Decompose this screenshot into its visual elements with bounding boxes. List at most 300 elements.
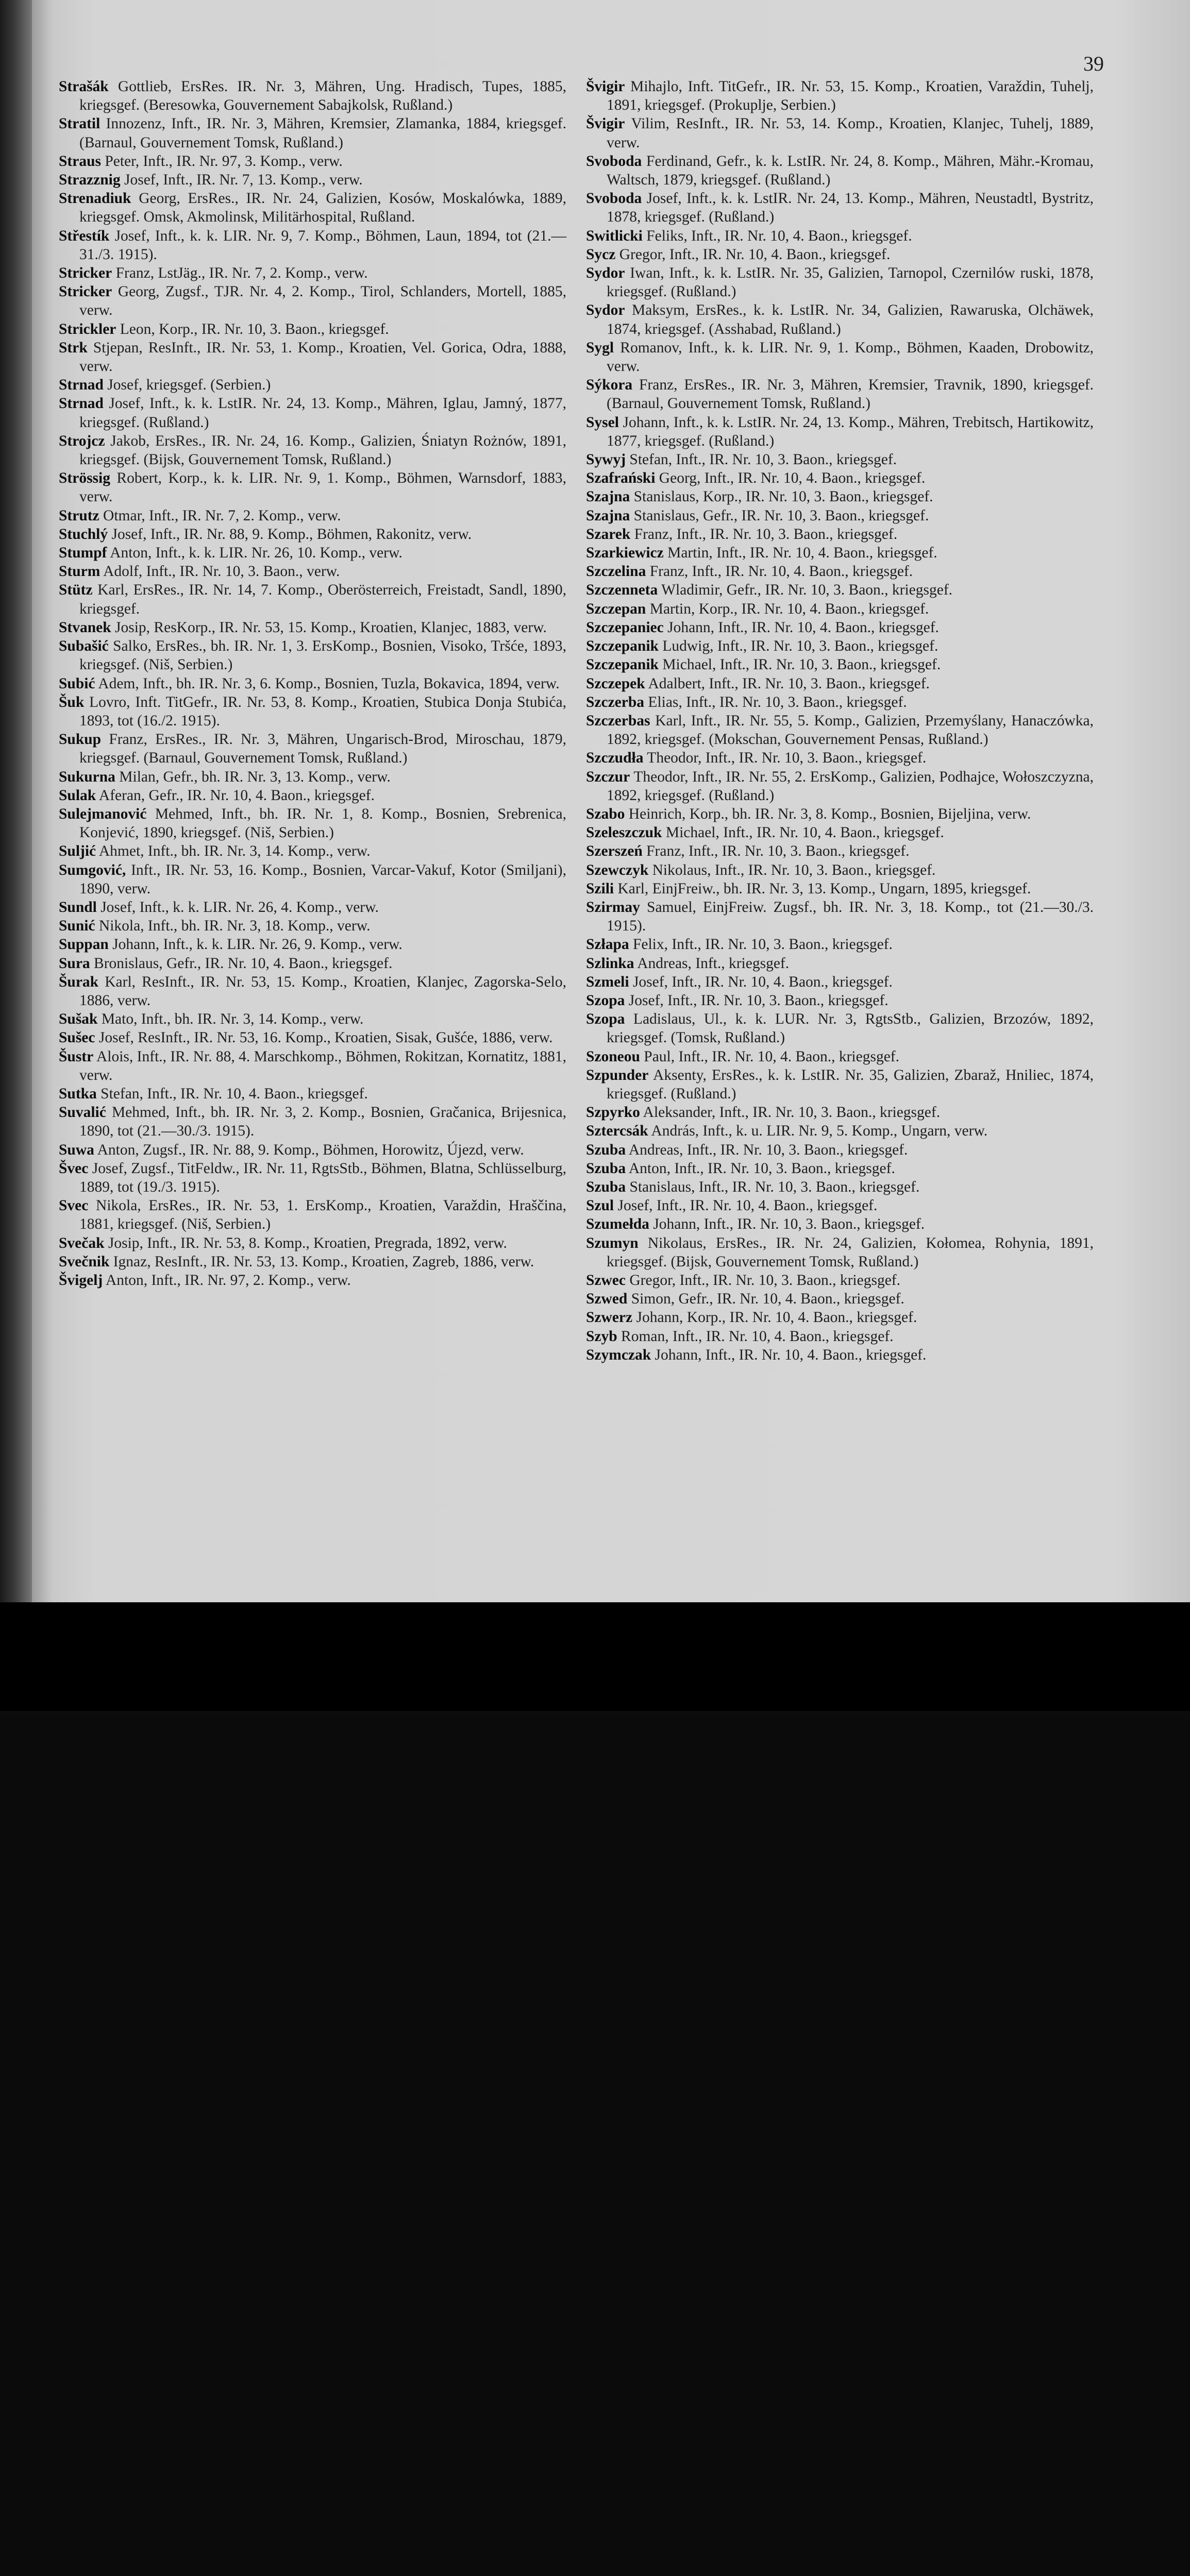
entry-surname: Szarkiewicz bbox=[586, 545, 664, 562]
register-entry bbox=[586, 1122, 1094, 1140]
entry-surname: Szpyrko bbox=[586, 1104, 640, 1121]
entry-surname: Střestík bbox=[59, 227, 110, 244]
entry-details: Josef, Inft., IR. Nr. 7, 13. Komp., verw. bbox=[124, 172, 363, 189]
register-entry bbox=[586, 861, 1094, 879]
entry-surname: Straus bbox=[59, 152, 101, 170]
entry-details: Johann, Inft., IR. Nr. 10, 3. Baon., kriegsgef. bbox=[653, 1216, 925, 1233]
entry-details: Mato, Inft., bh. IR. Nr. 3, 14. Komp., verw. bbox=[101, 1011, 364, 1028]
entry-details: Johann, Inft., IR. Nr. 10, 4. Baon., kriegsgef. bbox=[655, 1346, 927, 1363]
entry-details: Johann, Inft., IR. Nr. 10, 4. Baon., kriegsgef. bbox=[667, 619, 939, 636]
register-entry bbox=[59, 394, 566, 431]
entry-details: Ignaz, ResInft., IR. Nr. 53, 13. Komp., Kroatien, Zagreb, 1886, verw. bbox=[113, 1253, 534, 1270]
viewer-footer bbox=[0, 1602, 1190, 1711]
entry-details: Ludwig, Inft., IR. Nr. 10, 3. Baon., kriegsgef. bbox=[662, 638, 938, 655]
register-entry bbox=[59, 264, 566, 282]
entry-details: Roman, Inft., IR. Nr. 10, 4. Baon., kriegsgef. bbox=[621, 1328, 894, 1345]
entry-details: Franz, ErsRes., IR. Nr. 3, Mähren, Kremsier, Travnik, 1890, kriegsgef. (Barnaul, Gouvernement Tomsk, Rußland.) bbox=[607, 377, 1094, 412]
entry-surname: Szczepanik bbox=[586, 638, 659, 655]
entry-surname: Švec bbox=[59, 1160, 89, 1177]
entry-surname: Stratil bbox=[59, 115, 100, 132]
entry-details: Franz, ErsRes., IR. Nr. 3, Mähren, Ungarisch-Brod, Miroschau, 1879, kriegsgef. (Barnaul, Gouvernement Tomsk, Rußland.) bbox=[79, 731, 567, 767]
register-entry bbox=[586, 1327, 1094, 1346]
entry-surname: Stvanek bbox=[59, 619, 111, 636]
entry-details: Mehmed, Inft., bh. IR. Nr. 1, 8. Komp., Bosnien, Srebrenica, Konjević, 1890, kriegsgef. (Niš, Serbien.) bbox=[79, 805, 567, 841]
register-entry bbox=[586, 655, 1094, 674]
register-entry bbox=[586, 525, 1094, 544]
entry-surname: Szabo bbox=[586, 805, 625, 822]
entry-surname: Szajna bbox=[586, 507, 630, 524]
register-entry bbox=[59, 152, 566, 171]
entry-surname: Switlicki bbox=[586, 227, 643, 244]
entry-surname: Sydor bbox=[586, 302, 625, 319]
entry-surname: Szmeli bbox=[586, 973, 629, 990]
entry-surname: Švigelj bbox=[59, 1272, 103, 1289]
entry-details: Michael, Inft., IR. Nr. 10, 4. Baon., kriegsgef. bbox=[665, 824, 944, 841]
entry-details: Stefan, Inft., IR. Nr. 10, 3. Baon., kriegsgef. bbox=[629, 451, 897, 468]
entry-surname: Stuchlý bbox=[59, 526, 108, 543]
entry-surname: Svečnik bbox=[59, 1253, 110, 1270]
entry-details: Franz, LstJäg., IR. Nr. 7, 2. Komp., verw. bbox=[115, 265, 368, 282]
entry-details: Stanislaus, Gefr., IR. Nr. 10, 3. Baon., kriegsgef. bbox=[633, 507, 929, 524]
entry-details: Josef, Inft., IR. Nr. 10, 4. Baon., kriegsgef. bbox=[632, 973, 893, 990]
entry-details: András, Inft., k. u. LIR. Nr. 9, 5. Komp., Ungarn, verw. bbox=[651, 1123, 988, 1140]
register-entry bbox=[586, 376, 1094, 413]
entry-surname: Szwec bbox=[586, 1272, 626, 1289]
entry-details: Franz, Inft., IR. Nr. 10, 4. Baon., kriegsgef. bbox=[649, 563, 913, 580]
entry-details: Alois, Inft., IR. Nr. 88, 4. Marschkomp., Böhmen, Rokitzan, Kornatitz, 1881, verw. bbox=[79, 1048, 567, 1083]
register-entry bbox=[586, 1066, 1094, 1103]
register-entry bbox=[586, 1103, 1094, 1122]
entry-surname: Szczudła bbox=[586, 750, 644, 767]
register-entry bbox=[586, 1178, 1094, 1196]
page-number: 39 bbox=[1083, 52, 1104, 75]
register-entry bbox=[59, 935, 566, 954]
entry-surname: Szajna bbox=[586, 488, 630, 505]
entry-details: Josef, Inft., IR. Nr. 10, 4. Baon., kriegsgef. bbox=[617, 1197, 878, 1214]
register-entry bbox=[586, 1234, 1094, 1271]
entry-details: Milan, Gefr., bh. IR. Nr. 3, 13. Komp., verw. bbox=[119, 768, 391, 785]
entry-details: Feliks, Inft., IR. Nr. 10, 4. Baon., kriegsgef. bbox=[646, 227, 912, 244]
register-entry bbox=[59, 1103, 566, 1140]
entry-surname: Szafrański bbox=[586, 470, 656, 487]
entry-surname: Sura bbox=[59, 955, 90, 972]
entry-details: Anton, Inft., IR. Nr. 10, 3. Baon., kriegsgef. bbox=[628, 1160, 895, 1177]
register-entry bbox=[59, 1141, 566, 1159]
entry-surname: Švigir bbox=[586, 115, 625, 132]
register-entry bbox=[59, 189, 566, 226]
register-entry bbox=[59, 114, 566, 151]
entry-surname: Strnad bbox=[59, 395, 104, 412]
register-entry bbox=[586, 991, 1094, 1010]
entry-details: Stanislaus, Korp., IR. Nr. 10, 3. Baon., kriegsgef. bbox=[633, 488, 933, 505]
register-entry bbox=[59, 693, 566, 730]
register-entry bbox=[59, 861, 566, 898]
document-page bbox=[32, 0, 1190, 1602]
register-entry bbox=[586, 842, 1094, 860]
entry-details: Josef, Inft., IR. Nr. 10, 3. Baon., kriegsgef. bbox=[628, 992, 889, 1009]
entry-details: Ferdinand, Gefr., k. k. LstIR. Nr. 24, 8. Komp., Mähren, Mähr.-Kromau, Waltsch, 1879, kriegsgef. (Rußland.) bbox=[607, 152, 1094, 189]
entry-surname: Sunić bbox=[59, 918, 95, 935]
entry-details: Robert, Korp., k. k. LIR. Nr. 9, 1. Komp., Böhmen, Warnsdorf, 1883, verw. bbox=[79, 470, 566, 505]
register-entry bbox=[586, 1196, 1094, 1215]
entry-details: Peter, Inft., IR. Nr. 97, 3. Komp., verw. bbox=[105, 152, 343, 170]
register-entry bbox=[586, 898, 1094, 935]
entry-details: Theodor, Inft., IR. Nr. 55, 2. ErsKomp., Galizien, Podhajce, Wołoszczyzna, 1892, kriegsgef. (Rußland.) bbox=[607, 768, 1094, 804]
entry-surname: Sýkora bbox=[586, 377, 633, 394]
entry-details: Ahmet, Inft., bh. IR. Nr. 3, 14. Komp., verw. bbox=[98, 843, 371, 860]
entry-surname: Sycz bbox=[586, 246, 616, 263]
register-entry bbox=[59, 917, 566, 935]
entry-details: Nikola, ErsRes., IR. Nr. 53, 1. ErsKomp., Kroatien, Varaždin, Hraščina, 1881, kriegsgef. (Niš, Serbien.) bbox=[79, 1197, 567, 1233]
entry-details: Karl, ErsRes., IR. Nr. 14, 7. Komp., Oberösterreich, Freistadt, Sandl, 1890, kriegsgef. bbox=[79, 582, 566, 617]
register-entry bbox=[586, 1010, 1094, 1047]
entry-details: Maksym, ErsRes., k. k. LstIR. Nr. 34, Galizien, Rawaruska, Olchäwek, 1874, kriegsgef. (Asshabad, Rußland.) bbox=[607, 302, 1094, 337]
entry-surname: Sulejmanović bbox=[59, 805, 147, 822]
entry-surname: Sutka bbox=[59, 1085, 97, 1102]
entry-surname: Stricker bbox=[59, 283, 112, 300]
register-entry bbox=[59, 320, 566, 338]
entry-surname: Stricker bbox=[59, 265, 112, 282]
entry-surname: Szymczak bbox=[586, 1346, 651, 1363]
entry-details: Martin, Korp., IR. Nr. 10, 4. Baon., kriegsgef. bbox=[649, 600, 929, 617]
entry-surname: Svec bbox=[59, 1197, 89, 1214]
entry-surname: Szuba bbox=[586, 1160, 626, 1177]
register-entry bbox=[59, 227, 566, 264]
register-entry bbox=[59, 1252, 566, 1271]
entry-details: Anton, Inft., IR. Nr. 97, 2. Komp., verw. bbox=[105, 1272, 351, 1289]
entry-surname: Sturm bbox=[59, 563, 100, 580]
register-entry bbox=[59, 1271, 566, 1290]
register-entry bbox=[59, 525, 566, 544]
register-entry bbox=[586, 879, 1094, 898]
entry-surname: Sulak bbox=[59, 787, 96, 804]
register-entry bbox=[59, 898, 566, 917]
register-entry bbox=[59, 562, 566, 581]
register-entry bbox=[59, 768, 566, 786]
register-entry bbox=[586, 264, 1094, 301]
entry-surname: Szumełda bbox=[586, 1216, 649, 1233]
entry-surname: Szwerz bbox=[586, 1309, 633, 1326]
entry-details: Josef, Inft., IR. Nr. 88, 9. Komp., Böhmen, Rakonitz, verw. bbox=[111, 526, 472, 543]
entry-surname: Sundl bbox=[59, 899, 97, 916]
register-entry bbox=[59, 171, 566, 189]
entry-details: Bronislaus, Gefr., IR. Nr. 10, 4. Baon., kriegsgef. bbox=[94, 955, 393, 972]
entry-surname: Szirmay bbox=[586, 899, 640, 916]
register-entry bbox=[59, 786, 566, 805]
entry-details: Inft., IR. Nr. 53, 16. Komp., Bosnien, Varcar-Vakuf, Kotor (Smiljani), 1890, verw. bbox=[79, 861, 566, 897]
entry-surname: Strašák bbox=[59, 78, 109, 95]
register-entry bbox=[59, 77, 566, 114]
register-entry bbox=[59, 506, 566, 525]
entry-surname: Szyb bbox=[586, 1328, 617, 1345]
register-entry bbox=[586, 693, 1094, 711]
entry-details: Georg, ErsRes., IR. Nr. 24, Galizien, Kosów, Moskalówka, 1889, kriegsgef. Omsk, Akmolinsk, Militärhospital, Rußland. bbox=[79, 190, 566, 226]
entry-details: Johann, Korp., IR. Nr. 10, 4. Baon., kriegsgef. bbox=[636, 1309, 917, 1326]
entry-details: Stjepan, ResInft., IR. Nr. 53, 1. Komp., Kroatien, Vel. Gorica, Odra, 1888, verw. bbox=[79, 339, 566, 375]
entry-surname: Sušec bbox=[59, 1029, 95, 1046]
entry-details: Mehmed, Inft., bh. IR. Nr. 3, 2. Komp., Bosnien, Gračanica, Brijesnica, 1890, tot (21.—30./3. 1915). bbox=[79, 1104, 567, 1140]
entry-surname: Šuk bbox=[59, 693, 85, 710]
entry-details: Romanov, Inft., k. k. LIR. Nr. 9, 1. Komp., Böhmen, Kaaden, Drobowitz, verw. bbox=[607, 339, 1094, 375]
register-entry bbox=[59, 581, 566, 618]
entry-details: Nikolaus, ErsRes., IR. Nr. 24, Galizien, Kołomea, Rohynia, 1891, kriegsgef. (Bijsk, Gouvernement Tomsk, Rußland.) bbox=[607, 1234, 1094, 1270]
entry-surname: Szoneou bbox=[586, 1048, 640, 1065]
entry-details: Ladislaus, Ul., k. k. LUR. Nr. 3, RgtsStb., Galizien, Brzozów, 1892, kriegsgef. (Tomsk, Rußland.) bbox=[607, 1011, 1094, 1046]
entry-surname: Szerszeń bbox=[586, 843, 643, 860]
entry-details: Aleksander, Inft., IR. Nr. 10, 3. Baon., kriegsgef. bbox=[643, 1104, 941, 1121]
entry-surname: Szuba bbox=[586, 1178, 626, 1195]
entry-surname: Strickler bbox=[59, 320, 116, 337]
entry-details: Martin, Inft., IR. Nr. 10, 4. Baon., kriegsgef. bbox=[667, 545, 937, 562]
entry-surname: Sukup bbox=[59, 731, 102, 748]
entry-surname: Suppan bbox=[59, 936, 109, 953]
register-entry bbox=[59, 544, 566, 562]
entry-details: Georg, Zugsf., TJR. Nr. 4, 2. Komp., Tirol, Schlanders, Mortell, 1885, verw. bbox=[79, 283, 566, 319]
entry-details: Innozenz, Inft., IR. Nr. 3, Mähren, Kremsier, Zlamanka, 1884, kriegsgef. (Barnaul, Gouvernement Tomsk, Rußland.) bbox=[79, 115, 566, 151]
register-entry bbox=[586, 1308, 1094, 1327]
register-entry bbox=[59, 1196, 566, 1233]
register-entry bbox=[59, 973, 566, 1010]
register-entry bbox=[586, 768, 1094, 805]
entry-details: Andreas, Inft., IR. Nr. 10, 3. Baon., kriegsgef. bbox=[628, 1141, 908, 1158]
entry-details: Vilim, ResInft., IR. Nr. 53, 14. Komp., Kroatien, Klanjec, Tuhelj, 1889, verw. bbox=[607, 115, 1094, 151]
entry-surname: Sztercsák bbox=[586, 1123, 648, 1140]
entry-surname: Sygl bbox=[586, 339, 614, 356]
entry-surname: Szuba bbox=[586, 1141, 626, 1158]
entry-surname: Subašić bbox=[59, 638, 109, 655]
entry-surname: Suvalić bbox=[59, 1104, 106, 1121]
entry-surname: Sywyj bbox=[586, 451, 626, 468]
entry-details: Karl, Inft., IR. Nr. 55, 5. Komp., Galizien, Przemyślany, Hanaczówka, 1892, kriegsgef. (Mokschan, Gouvernement Pensas, Rußland.) bbox=[607, 712, 1094, 748]
entry-surname: Szumyn bbox=[586, 1234, 639, 1251]
register-entry bbox=[586, 823, 1094, 842]
register-entry bbox=[586, 152, 1094, 189]
register-entry bbox=[586, 1271, 1094, 1290]
entry-details: Elias, Inft., IR. Nr. 10, 3. Baon., kriegsgef. bbox=[648, 693, 907, 710]
register-entry bbox=[586, 1215, 1094, 1233]
register-entry bbox=[586, 450, 1094, 469]
entry-details: Josef, Inft., k. k. LIR. Nr. 9, 7. Komp., Böhmen, Laun, 1894, tot (21.—31./3. 1915). bbox=[79, 227, 566, 263]
left-column bbox=[59, 77, 566, 1290]
register-entry bbox=[59, 1047, 566, 1084]
entry-details: Stanislaus, Inft., IR. Nr. 10, 3. Baon., kriegsgef. bbox=[629, 1178, 920, 1195]
entry-details: Jakob, ErsRes., IR. Nr. 24, 16. Komp., Galizien, Śniatyn Rożnów, 1891, kriegsgef. (Bijsk, Gouvernement Tomsk, Rußland.) bbox=[79, 432, 567, 468]
entry-surname: Strenadiuk bbox=[59, 190, 131, 207]
register-entry bbox=[586, 711, 1094, 749]
register-entry bbox=[586, 618, 1094, 637]
register-entry bbox=[586, 1346, 1094, 1364]
entry-details: Adalbert, Inft., IR. Nr. 10, 3. Baon., kriegsgef. bbox=[648, 675, 930, 692]
entry-details: Otmar, Inft., IR. Nr. 7, 2. Komp., verw. bbox=[103, 507, 341, 524]
register-entry bbox=[59, 637, 566, 674]
entry-details: Gottlieb, ErsRes. IR. Nr. 3, Mähren, Ung. Hradisch, Tupes, 1885, kriegsgef. (Beresowka, Gouvernement Sabajkolsk, Rußland.) bbox=[79, 78, 566, 114]
entry-details: Josip, Inft., IR. Nr. 53, 8. Komp., Kroatien, Pregrada, 1892, verw. bbox=[108, 1234, 507, 1251]
entry-details: Wladimir, Gefr., IR. Nr. 10, 3. Baon., kriegsgef. bbox=[661, 582, 953, 599]
entry-surname: Švigir bbox=[586, 78, 625, 95]
register-entry bbox=[59, 1010, 566, 1028]
entry-details: Anton, Inft., k. k. LIR. Nr. 26, 10. Komp., verw. bbox=[110, 545, 403, 562]
entry-details: Josef, Inft., k. k. LstIR. Nr. 24, 13. Komp., Mähren, Neustadtl, Bystritz, 1878, kriegsgef. (Rußland.) bbox=[607, 190, 1094, 226]
entry-surname: Szlinka bbox=[586, 955, 634, 972]
entry-details: Theodor, Inft., IR. Nr. 10, 3. Baon., kriegsgef. bbox=[647, 750, 927, 767]
register-entry bbox=[586, 637, 1094, 655]
entry-surname: Suljić bbox=[59, 843, 96, 860]
entry-surname: Strk bbox=[59, 339, 88, 356]
entry-surname: Szwed bbox=[586, 1291, 628, 1308]
entry-surname: Szul bbox=[586, 1197, 614, 1214]
entry-details: Josip, ResKorp., IR. Nr. 53, 15. Komp., Kroatien, Klanjec, 1883, verw. bbox=[115, 619, 547, 636]
book-binding-edge bbox=[0, 0, 36, 1602]
entry-surname: Šustr bbox=[59, 1048, 94, 1065]
entry-surname: Szarek bbox=[586, 526, 631, 543]
register-entry bbox=[586, 600, 1094, 618]
register-entry bbox=[586, 338, 1094, 376]
entry-surname: Sydor bbox=[586, 265, 625, 282]
entry-surname: Szłapa bbox=[586, 936, 629, 953]
entry-details: Heinrich, Korp., bh. IR. Nr. 3, 8. Komp., Bosnien, Bijeljina, verw. bbox=[628, 805, 1031, 822]
entry-surname: Szewczyk bbox=[586, 861, 649, 878]
register-entry bbox=[59, 469, 566, 506]
register-entry bbox=[586, 973, 1094, 991]
entry-surname: Szczepanik bbox=[586, 656, 659, 673]
entry-details: Karl, ResInft., IR. Nr. 53, 15. Komp., Kroatien, Klanjec, Zagorska-Selo, 1886, verw. bbox=[79, 973, 567, 1009]
entry-details: Salko, ErsRes., bh. IR. Nr. 1, 3. ErsKomp., Bosnien, Visoko, Tršće, 1893, kriegsgef. (Niš, Serbien.) bbox=[79, 638, 567, 673]
entry-surname: Svoboda bbox=[586, 152, 642, 170]
entry-surname: Šurak bbox=[59, 973, 99, 990]
entry-details: Aksenty, ErsRes., k. k. LstIR. Nr. 35, Galizien, Zbaraž, Hniliec, 1874, kriegsgef. (Rußland.) bbox=[607, 1066, 1094, 1102]
entry-details: Josef, Zugsf., TitFeldw., IR. Nr. 11, RgtsStb., Böhmen, Blatna, Schlüsselburg, 1889, tot (19./3. 1915). bbox=[79, 1160, 566, 1195]
register-entry bbox=[586, 301, 1094, 338]
entry-details: Lovro, Inft. TitGefr., IR. Nr. 53, 8. Komp., Kroatien, Stubica Donja Stubića, 1893, tot (16./2. 1915). bbox=[79, 693, 567, 729]
register-entry bbox=[586, 954, 1094, 973]
entry-details: Andreas, Inft., kriegsgef. bbox=[637, 955, 790, 972]
entry-details: Gregor, Inft., IR. Nr. 10, 4. Baon., kriegsgef. bbox=[619, 246, 891, 263]
entry-details: Georg, Inft., IR. Nr. 10, 4. Baon., kriegsgef. bbox=[659, 470, 926, 487]
entry-details: Leon, Korp., IR. Nr. 10, 3. Baon., kriegsgef. bbox=[120, 320, 389, 337]
entry-details: Anton, Zugsf., IR. Nr. 88, 9. Komp., Böhmen, Horowitz, Újezd, verw. bbox=[97, 1141, 524, 1158]
register-entry bbox=[59, 954, 566, 973]
register-entry bbox=[59, 1159, 566, 1196]
register-entry bbox=[586, 805, 1094, 823]
entry-details: Josef, Inft., k. k. LIR. Nr. 26, 4. Komp., verw. bbox=[100, 899, 379, 916]
entry-surname: Szczenneta bbox=[586, 582, 658, 599]
entry-details: Johann, Inft., k. k. LstIR. Nr. 24, 13. Komp., Mähren, Trebitsch, Hartikowitz, 1877, kriegsgef. (Rußland.) bbox=[607, 414, 1094, 449]
register-entry bbox=[586, 1141, 1094, 1159]
register-entry bbox=[586, 506, 1094, 525]
register-entry bbox=[586, 1047, 1094, 1066]
register-entry bbox=[586, 487, 1094, 506]
entry-surname: Szczelina bbox=[586, 563, 646, 580]
register-entry bbox=[59, 674, 566, 693]
register-entry bbox=[59, 842, 566, 860]
entry-details: Josef, Inft., k. k. LstIR. Nr. 24, 13. Komp., Mähren, Iglau, Jamný, 1877, kriegsgef. (Rußland.) bbox=[79, 395, 567, 431]
entry-surname: Szopa bbox=[586, 1011, 625, 1028]
entry-surname: Szczerbas bbox=[586, 712, 650, 729]
register-entry bbox=[586, 114, 1094, 151]
entry-details: Josef, ResInft., IR. Nr. 53, 16. Komp., Kroatien, Sisak, Gušće, 1886, verw. bbox=[98, 1029, 553, 1046]
register-entry bbox=[59, 730, 566, 767]
register-entry bbox=[586, 581, 1094, 599]
register-entry bbox=[586, 77, 1094, 114]
register-entry bbox=[586, 245, 1094, 264]
entry-details: Nikola, Inft., bh. IR. Nr. 3, 18. Komp., verw. bbox=[98, 918, 371, 935]
entry-surname: Sysel bbox=[586, 414, 619, 431]
entry-surname: Szczepek bbox=[586, 675, 645, 692]
entry-surname: Stumpf bbox=[59, 545, 107, 562]
entry-surname: Svoboda bbox=[586, 190, 642, 207]
register-entry bbox=[59, 376, 566, 394]
entry-surname: Szili bbox=[586, 880, 614, 897]
entry-surname: Strazznig bbox=[59, 172, 121, 189]
register-entry bbox=[59, 805, 566, 842]
entry-surname: Szczepan bbox=[586, 600, 646, 617]
entry-surname: Strutz bbox=[59, 507, 99, 524]
entry-surname: Stütz bbox=[59, 582, 93, 599]
entry-details: Samuel, EinjFreiw. Zugsf., bh. IR. Nr. 3, 18. Komp., tot (21.—30./3. 1915). bbox=[607, 899, 1094, 935]
entry-details: Karl, EinjFreiw., bh. IR. Nr. 3, 13. Komp., Ungarn, 1895, kriegsgef. bbox=[617, 880, 1031, 897]
register-entry bbox=[586, 749, 1094, 767]
entry-surname: Sumgović, bbox=[59, 861, 126, 878]
entry-details: Nikolaus, Inft., IR. Nr. 10, 3. Baon., kriegsgef. bbox=[652, 861, 936, 878]
entry-surname: Szeleszczuk bbox=[586, 824, 662, 841]
register-entry bbox=[59, 432, 566, 469]
entry-details: Paul, Inft., IR. Nr. 10, 4. Baon., kriegsgef. bbox=[644, 1048, 899, 1065]
entry-surname: Svečak bbox=[59, 1234, 105, 1251]
entry-details: Aferan, Gefr., IR. Nr. 10, 4. Baon., kriegsgef. bbox=[98, 787, 375, 804]
register-entry bbox=[586, 935, 1094, 954]
register-entry bbox=[59, 1234, 566, 1252]
register-entry bbox=[586, 544, 1094, 562]
register-entry bbox=[59, 282, 566, 319]
register-entry bbox=[586, 469, 1094, 487]
entry-details: Stefan, Inft., IR. Nr. 10, 4. Baon., kriegsgef. bbox=[100, 1085, 368, 1102]
entry-surname: Sušak bbox=[59, 1011, 98, 1028]
entry-surname: Szpunder bbox=[586, 1066, 649, 1083]
entry-details: Mihajlo, Inft. TitGefr., IR. Nr. 53, 15. Komp., Kroatien, Varaždin, Tuhelj, 1891, kriegsgef. (Prokuplje, Serbien.) bbox=[607, 78, 1094, 114]
entry-details: Josef, kriegsgef. (Serbien.) bbox=[107, 377, 271, 394]
register-entry bbox=[59, 1084, 566, 1103]
register-entry bbox=[59, 1028, 566, 1047]
entry-surname: Subić bbox=[59, 675, 95, 692]
register-entry bbox=[59, 618, 566, 637]
register-entry bbox=[59, 338, 566, 376]
right-column bbox=[586, 77, 1094, 1364]
entry-details: Gregor, Inft., IR. Nr. 10, 3. Baon., kriegsgef. bbox=[629, 1272, 900, 1289]
entry-surname: Szopa bbox=[586, 992, 625, 1009]
entry-details: Iwan, Inft., k. k. LstIR. Nr. 35, Galizien, Tarnopol, Czernilów ruski, 1878, kriegsgef. (Rußland.) bbox=[607, 265, 1094, 300]
entry-surname: Szczepaniec bbox=[586, 619, 664, 636]
register-entry bbox=[586, 674, 1094, 693]
entry-surname: Strnad bbox=[59, 377, 104, 394]
register-entry bbox=[586, 562, 1094, 581]
entry-surname: Strojcz bbox=[59, 432, 105, 449]
entry-surname: Szczur bbox=[586, 768, 630, 785]
entry-details: Johann, Inft., k. k. LIR. Nr. 26, 9. Komp., verw. bbox=[112, 936, 403, 953]
entry-surname: Szczerba bbox=[586, 693, 645, 710]
entry-details: Felix, Inft., IR. Nr. 10, 3. Baon., kriegsgef. bbox=[632, 936, 893, 953]
entry-details: Adolf, Inft., IR. Nr. 10, 3. Baon., verw. bbox=[103, 563, 340, 580]
entry-details: Franz, Inft., IR. Nr. 10, 3. Baon., kriegsgef. bbox=[634, 526, 898, 543]
register-entry bbox=[586, 413, 1094, 450]
entry-surname: Suwa bbox=[59, 1141, 94, 1158]
entry-surname: Strössig bbox=[59, 470, 110, 487]
entry-details: Michael, Inft., IR. Nr. 10, 3. Baon., kriegsgef. bbox=[662, 656, 941, 673]
entry-surname: Sukurna bbox=[59, 768, 115, 785]
register-entry bbox=[586, 1290, 1094, 1308]
entry-details: Simon, Gefr., IR. Nr. 10, 4. Baon., kriegsgef. bbox=[631, 1291, 904, 1308]
register-entry bbox=[586, 189, 1094, 226]
register-entry bbox=[586, 1159, 1094, 1178]
